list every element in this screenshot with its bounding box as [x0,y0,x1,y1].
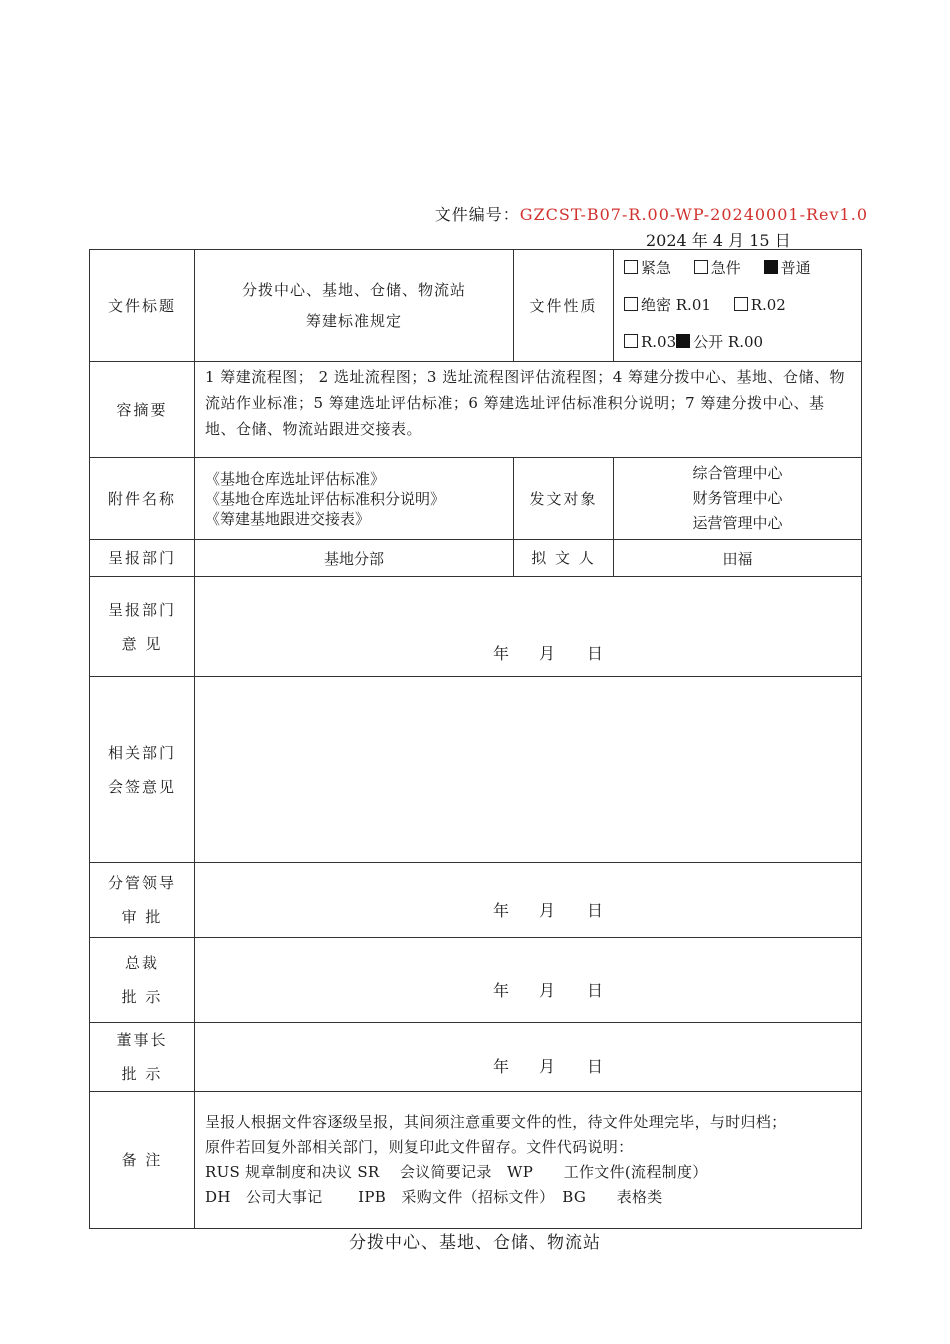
title-row [90,250,862,362]
express-checkbox[interactable] [694,260,708,274]
express-label: 急件 [710,259,741,277]
attachment-list [195,458,514,540]
leader-label [90,863,195,938]
title-line-2: 筹建标准规定 [305,311,402,330]
related-label-1: 相关部门 [107,743,176,762]
remarks-line: RUS 规章制度和决议 SR 会议简要记录 WP 工作文件(流程制度） [205,1163,708,1181]
president-label-1: 总裁 [124,954,159,972]
president-label-2: 批 示 [121,988,163,1006]
file-date: 2024 年 4 月 15 日 [646,231,791,250]
public-checkbox[interactable] [676,334,690,348]
nature-label: 文件性质 [514,250,614,362]
attachment-item: 《筹建基地跟进交接表》 [205,509,371,528]
approval-form [89,249,862,1229]
drafter-value: 田福 [614,540,862,577]
president-approval-date: 年 月 日 [493,981,604,1000]
secret-label: 绝密 R.01 [641,296,711,314]
recipients-label: 发文对象 [514,458,614,540]
normal-label: 普通 [780,259,811,277]
attachment-item: 《基地仓库选址评估标准积分说明》 [205,489,446,508]
chairman-row [90,1023,862,1092]
dept-opinion-label [90,577,195,677]
dept-opinion-date: 年 月 日 [493,644,604,663]
nature-options [614,250,862,362]
leader-approval-date: 年 月 日 [493,901,604,920]
dept-row [90,540,862,577]
remarks-label: 备 注 [90,1092,195,1229]
public-label: 公开 R.00 [693,333,764,351]
dept-label: 呈报部门 [90,540,195,577]
remarks-line: DH 公司大事记 IPB 采购文件（招标文件） BG 表格类 [205,1188,663,1206]
dept-opinion-row [90,577,862,677]
file-number-code: GZCST-B07-R.00-WP-20240001-Rev1.0 [519,205,868,224]
recipient-item: 运营管理中心 [692,514,783,532]
title-line-1: 分拨中心、基地、仓储、物流站 [241,280,466,299]
title-label: 文件标题 [90,250,195,362]
dept-value: 基地分部 [195,540,514,577]
r03-checkbox[interactable] [624,334,638,348]
president-approval-field[interactable] [195,938,862,1023]
page-footer: 分拨中心、基地、仓储、物流站 [349,1233,601,1253]
remarks-line: 呈报人根据文件容逐级呈报，其间须注意重要文件的性，待文件处理完毕，与时归档； [205,1113,787,1131]
dept-opinion-label-1: 呈报部门 [107,600,176,619]
nature-line-1 [624,250,861,287]
summary-row [90,362,862,458]
recipient-item: 综合管理中心 [692,464,783,482]
urgent-label: 紧急 [641,259,672,277]
recipients-list [614,458,862,540]
r03-label: R.03 [641,333,677,351]
nature-line-3 [624,324,861,361]
president-row [90,938,862,1023]
chairman-label [90,1023,195,1092]
drafter-label: 拟 文 人 [514,540,614,577]
r02-checkbox[interactable] [734,297,748,311]
president-label [90,938,195,1023]
remarks-row [90,1092,862,1229]
related-label-2: 会签意见 [107,777,176,796]
attachment-label: 附件名称 [90,458,195,540]
chairman-label-1: 董事长 [116,1031,168,1049]
file-number-label: 文件编号： [434,205,520,224]
file-number [435,202,868,225]
leader-approval-field[interactable] [195,863,862,938]
leader-label-1: 分管领导 [107,874,176,892]
related-opinion-field[interactable] [195,677,862,863]
summary-label: 容摘要 [90,362,195,458]
chairman-label-2: 批 示 [121,1065,163,1083]
r02-label: R.02 [750,296,786,314]
secret-checkbox[interactable] [624,297,638,311]
related-label [90,677,195,863]
nature-line-2 [624,287,861,324]
title-value [195,250,514,362]
chairman-approval-field[interactable] [195,1023,862,1092]
urgent-checkbox[interactable] [624,260,638,274]
recipient-item: 财务管理中心 [692,489,783,507]
related-row [90,677,862,863]
summary-text: 1 筹建流程图； 2 选址流程图；3 选址流程图评估流程图；4 筹建分拨中心、基地、仓储、物流站作业标准；5 筹建选址评估标准；6 筹建选址评估标准积分说明；7 筹建分拨中心、基地、仓储、物流站跟进交接表。 [195,362,862,458]
dept-opinion-field[interactable] [195,577,862,677]
attachment-row [90,458,862,540]
dept-opinion-label-2: 意 见 [121,634,163,653]
attachment-item: 《基地仓库选址评估标准》 [205,469,386,488]
chairman-approval-date: 年 月 日 [493,1057,604,1076]
remarks-line: 原件若回复外部相关部门，则复印此文件留存。文件代码说明： [205,1138,634,1156]
normal-checkbox[interactable] [764,260,778,274]
remarks-text [195,1092,862,1229]
leader-row [90,863,862,938]
leader-label-2: 审 批 [121,908,163,926]
